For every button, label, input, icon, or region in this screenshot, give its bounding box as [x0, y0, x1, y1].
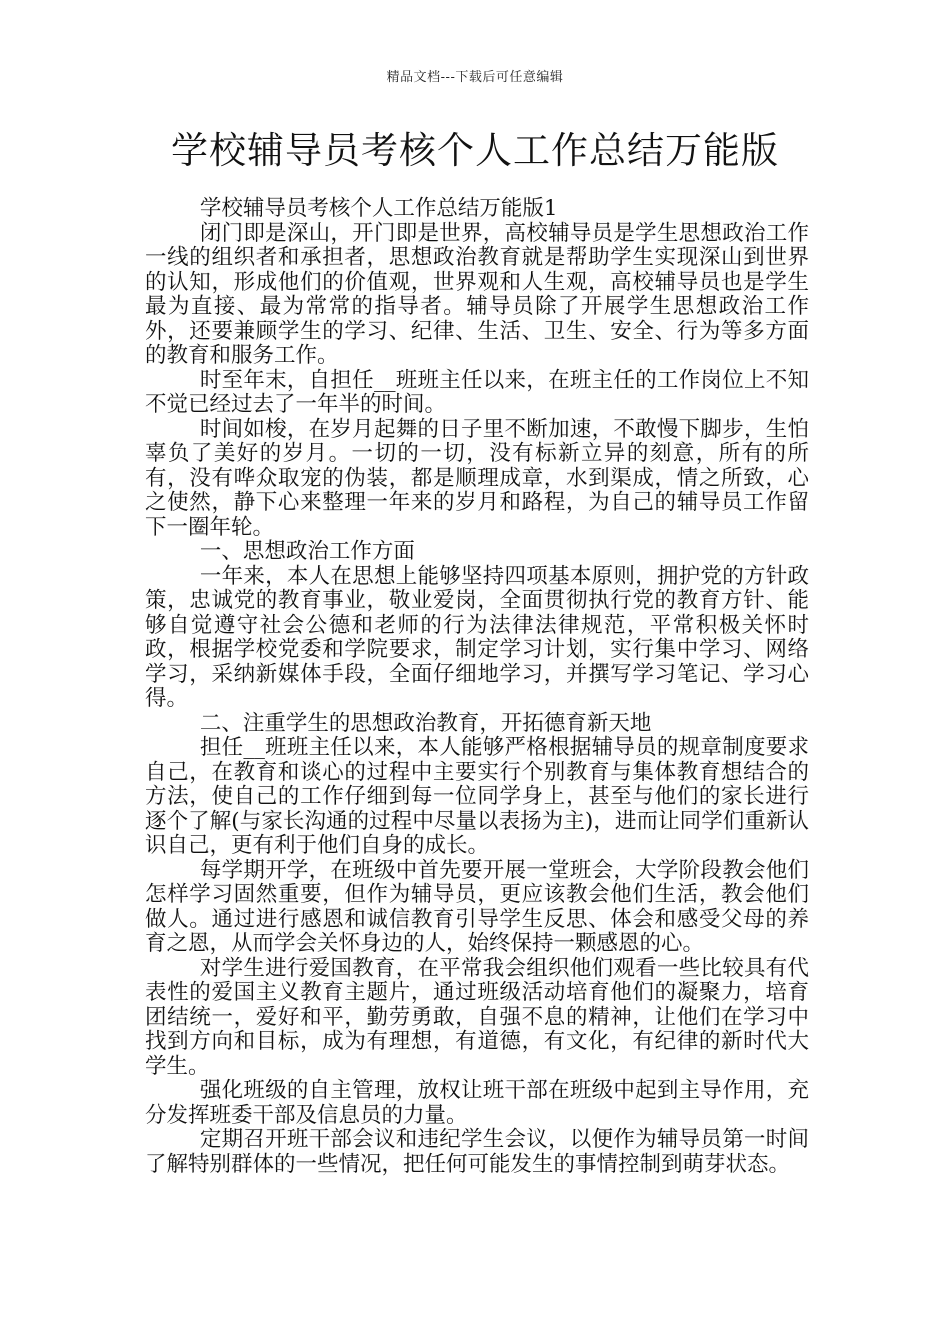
section-heading: 二、注重学生的思想政治教育，开拓德育新天地: [199, 710, 652, 736]
body-paragraph: 强化班级的自主管理，放权让班干部在班级中起到主导作用，充分发挥班委干部及信息员的力量。: [145, 1078, 809, 1128]
subtitle-paragraph: 学校辅导员考核个人工作总结万能版1: [199, 196, 558, 221]
body-paragraph: 时至年末，自担任__班班主任以来，在班主任的工作岗位上不知不觉已经过去了一年半的时间。: [145, 367, 809, 417]
body-paragraph: 担任__班班主任以来，本人能够严格根据辅导员的规章制度要求自己，在教育和谈心的过程中主要实行个别教育与集体教育想结合的方法，使自己的工作仔细到每一位同学身上，甚至与他们的家长进行逐个了解(与家长沟通的过程中尽量以表扬为主)，进而让同学们重新认识自己，更有利于他们自身的成长。: [145, 735, 809, 858]
body-paragraph: 对学生进行爱国教育，在平常我会组织他们观看一些比较具有代表性的爱国主义教育主题片，通过班级活动培育他们的凝聚力，培育团结统一，爱好和平，勤劳勇敢，自强不息的精神，让他们在学习中找到方向和目标，成为有理想，有道德，有文化，有纪律的新时代大学生。: [145, 955, 809, 1079]
document-body: [145, 197, 809, 1177]
header-note: 精品文档---下载后可任意编辑: [386, 70, 564, 85]
section-heading: 一、思想政治工作方面: [199, 539, 415, 564]
body-paragraph: 闭门即是深山，开门即是世界，高校辅导员是学生思想政治工作一线的组织者和承担者，思想政治教育就是帮助学生实现深山到世界的认知，形成他们的价值观，世界观和人生观，高校辅导员也是学生最为直接、最为常常的指导者。辅导员除了开展学生思想政治工作外，还要兼顾学生的学习、纪律、生活、卫生、安全、行为等多方面的教育和服务工作。: [145, 220, 809, 368]
document-title: 学校辅导员考核个人工作总结万能版: [171, 129, 779, 172]
body-paragraph: 一年来，本人在思想上能够坚持四项基本原则，拥护党的方针政策，忠诚党的教育事业，敬业爱岗，全面贯彻执行党的教育方针、能够自觉遵守社会公德和老师的行为法律法律规范，平常积极关怀时政，根据学校党委和学院要求，制定学习计划，实行集中学习、网络学习，采纳新媒体手段，全面仔细地学习，并撰写学习笔记、学习心得。: [145, 563, 809, 711]
body-paragraph: 每学期开学，在班级中首先要开展一堂班会，大学阶段教会他们怎样学习固然重要，但作为辅导员，更应该教会他们生活，教会他们做人。通过进行感恩和诚信教育引导学生反思、体会和感受父母的养育之恩，从而学会关怀身边的人，始终保持一颗感恩的心。: [145, 857, 809, 956]
body-paragraph: 时间如梭，在岁月起舞的日子里不断加速，不敢慢下脚步，生怕辜负了美好的岁月。一切的一切，没有标新立异的刻意，所有的所有，没有哗众取宠的伪装，都是顺理成章，水到渠成，情之所致，心之使然，静下心来整理一年来的岁月和路程，为自己的辅导员工作留下一圈年轮。: [145, 416, 809, 540]
body-paragraph: 定期召开班干部会议和违纪学生会议，以便作为辅导员第一时间了解特别群体的一些情况，把任何可能发生的事情控制到萌芽状态。: [145, 1127, 809, 1177]
